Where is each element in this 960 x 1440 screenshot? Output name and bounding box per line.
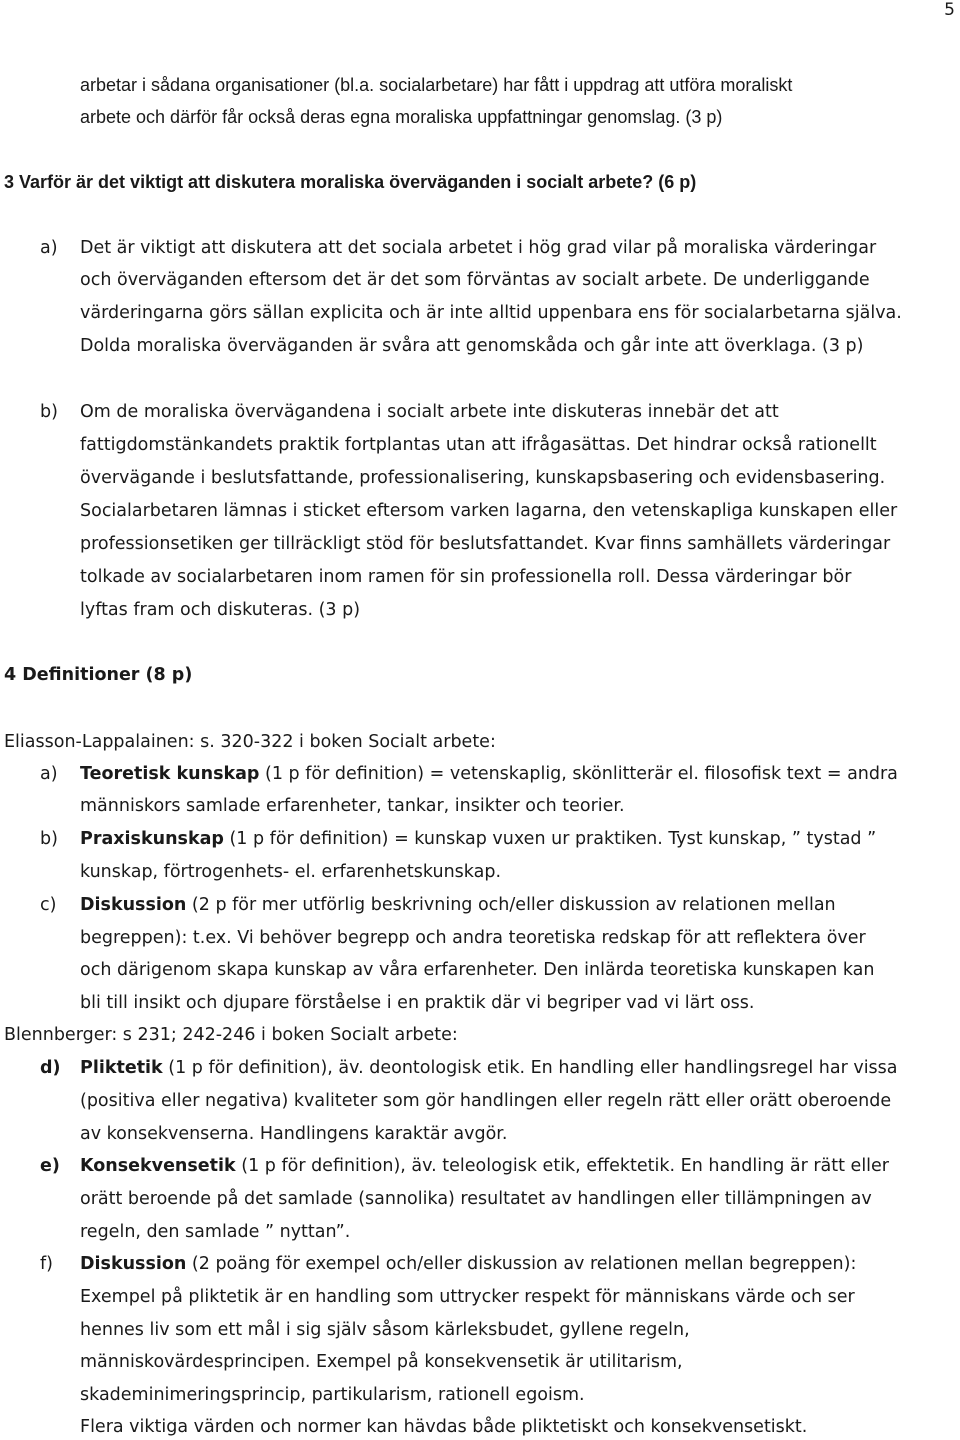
q4d-line-1 [80,1060,898,1078]
q2-line-1: arbetar i sådana organisationer (bl.a. socialarbetare) har fått i uppdrag att utföra moraliskt [80,75,793,95]
q3b-line-6: tolkade av socialarbetaren inom ramen för sin professionella roll. Dessa värderingar bör [80,567,852,587]
q4-reference-1: Eliasson-Lappalainen: s. 320-322 i boken Socialt arbete: [4,732,496,752]
page-number: 5 [944,0,955,20]
q4e-marker: e) [40,1156,60,1176]
q4a-definition: (1 p för definition) = vetenskaplig, skönlitterär el. filosofisk text = andra [259,764,898,784]
q4b-definition: (1 p för definition) = kunskap vuxen ur praktiken. Tyst kunskap, ” tystad ” [223,829,877,849]
q4d-marker: d) [40,1058,61,1078]
q4a-line-1 [80,766,898,784]
q4b-term: Praxiskunskap [80,829,224,849]
q4b-marker: b) [40,829,58,849]
q4f-line-2: Exempel på pliktetik är en handling som uttrycker respekt för människans värde och ser [80,1287,855,1307]
q4c-line-4: bli till insikt och djupare förståelse i en praktik där vi begriper vad vi lärt oss. [80,993,755,1013]
q3b-line-4: Socialarbetaren lämnas i sticket eftersom varken lagarna, den vetenskapliga kunskapen eller [80,501,898,521]
q3-title: 3 Varför är det viktigt att diskutera moraliska överväganden i socialt arbete? [4,172,654,192]
q3b-line-5: professionsetiken ger tillräckligt stöd för beslutsfattandet. Kvar finns samhällets värderingar [80,534,891,554]
q4e-definition: (1 p för definition), äv. teleologisk etik, effektetik. En handling är rätt eller [235,1156,889,1176]
q4f-line-5: skademinimeringsprincip, partikularism, rationell egoism. [80,1385,585,1405]
q4f-line-4: människovärdesprincipen. Exempel på konsekvensetik är utilitarism, [80,1352,683,1372]
q4a-term: Teoretisk kunskap [80,764,260,784]
q4b-line-1 [80,831,876,849]
q4-heading: 4 Definitioner (8 p) [4,665,193,685]
q3a-line-2: och överväganden eftersom det är det som förväntas av socialt arbete. De underliggande [80,270,870,290]
q4c-definition: (2 p för mer utförlig beskrivning och/eller diskussion av relationen mellan [186,895,836,915]
q4f-line-3: hennes liv som ett mål i sig själv såsom kärleksbudet, gyllene regeln, [80,1320,690,1340]
q4f-line-6: Flera viktiga värden och normer kan hävdas både pliktetiskt och konsekvensetiskt. [80,1417,808,1437]
q4e-line-2: orätt beroende på det samlade (sannolika) resultatet av handlingen eller tillämpningen av [80,1189,872,1209]
q3a-line-4: Dolda moraliska överväganden är svåra att genomskåda och går inte att överklaga. (3 p) [80,336,864,356]
q3a-line-3: värderingarna görs sällan explicita och är inte alltid uppenbara ens för socialarbetarna själva. [80,303,902,323]
q4d-line-2: (positiva eller negativa) kvaliteter som gör handlingen eller regeln rätt eller orätt oberoende [80,1091,892,1111]
q2-line-2: arbete och därför får också deras egna moraliska uppfattningar genomslag. (3 p) [80,107,723,127]
q4e-term: Konsekvensetik [80,1156,236,1176]
q4a-line-2: människors samlade erfarenheter, tankar, insikter och teorier. [80,796,625,816]
q4b-line-2: kunskap, förtrogenhets- el. erfarenhetskunskap. [80,862,502,882]
q4c-line-2: begreppen): t.ex. Vi behöver begrepp och andra teoretiska redskap för att reflektera över [80,928,866,948]
q4c-line-3: och därigenom skapa kunskap av våra erfarenheter. Den inlärda teoretiska kunskapen kan [80,960,875,980]
q4a-marker: a) [40,764,58,784]
q4-reference-2: Blennberger: s 231; 242-246 i boken Socialt arbete: [4,1025,458,1045]
q4d-definition: (1 p för definition), äv. deontologisk etik. En handling eller handlingsregel har vissa [162,1058,898,1078]
q4c-line-1 [80,897,836,915]
q4f-definition: (2 poäng för exempel och/eller diskussion av relationen mellan begreppen): [186,1254,857,1274]
q3a-marker: a) [40,238,58,258]
q3b-line-3: övervägande i beslutsfattande, professionalisering, kunskapsbasering och evidensbasering. [80,468,886,488]
q3b-line-7: lyftas fram och diskuteras. (3 p) [80,600,361,620]
q4d-line-3: av konsekvenserna. Handlingens karaktär avgör. [80,1124,508,1144]
q4e-line-3: regeln, den samlade ” nyttan”. [80,1222,351,1242]
q3b-line-2: fattigdomstänkandets praktik fortplantas utan att ifrågasättas. Det hindrar också rationellt [80,435,877,455]
q4f-line-1 [80,1256,856,1274]
q3-points: (6 p) [653,172,697,192]
q3b-line-1: Om de moraliska övervägandena i socialt arbete inte diskuteras innebär det att [80,402,779,422]
q4c-term: Diskussion [80,895,187,915]
q4c-marker: c) [40,895,57,915]
q3b-marker: b) [40,402,58,422]
q3a-line-1: Det är viktigt att diskutera att det sociala arbetet i hög grad vilar på moraliska värderingar [80,238,877,258]
q3-heading [4,173,696,191]
q4f-term: Diskussion [80,1254,187,1274]
q4e-line-1 [80,1158,889,1176]
q4d-term: Pliktetik [80,1058,163,1078]
q4f-marker: f) [40,1254,53,1274]
